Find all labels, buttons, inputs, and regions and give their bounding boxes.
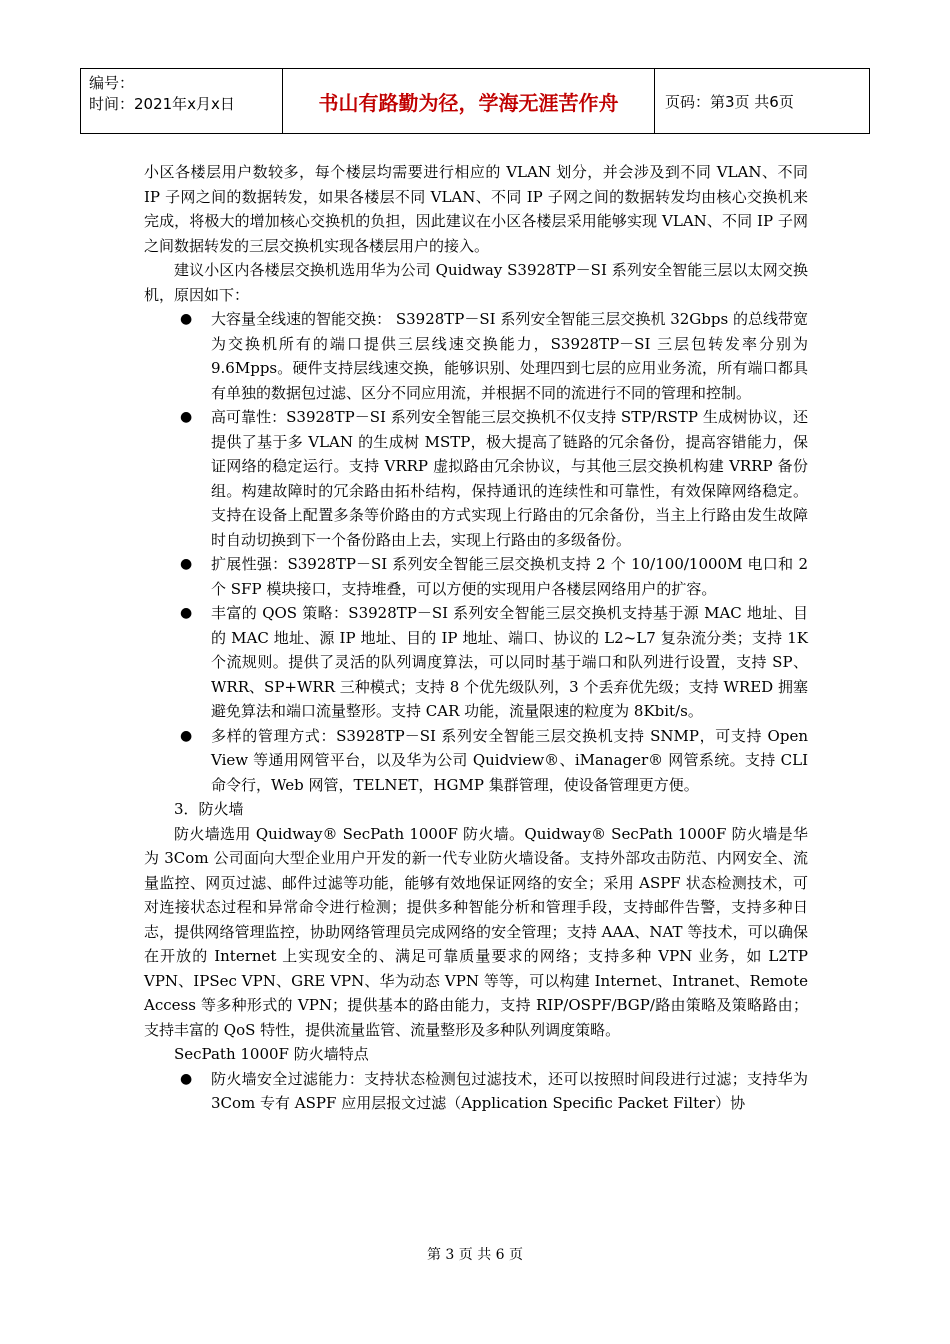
header-meta — [81, 69, 283, 133]
list-item — [144, 552, 808, 601]
list-item-text: 多样的管理方式：S3928TP－SI 系列安全智能三层交换机支持 SNMP，可支持 Open View 等通用网管平台，以及华为公司 Quidview®、iManager® 网管系统。支持 CLI 命令行，Web 网管，TELNET，HGMP 集群管理，使设备管理更方便。 — [211, 726, 808, 794]
page-footer: 第 3 页 共 6 页 — [426, 1247, 524, 1263]
bullet-icon: ● — [180, 1070, 193, 1087]
firewall-heading: 3．防火墙 — [174, 800, 244, 818]
document-body — [144, 160, 808, 1116]
bullet-icon: ● — [180, 605, 193, 621]
bullet-icon: ● — [180, 311, 193, 327]
bullet-icon: ● — [180, 409, 193, 425]
header-page-label: 页码：第3页 共6页 — [665, 92, 794, 111]
list-item — [144, 1067, 808, 1116]
bullet-icon: ● — [180, 727, 193, 744]
paragraph-intro-1: 小区各楼层用户数较多，每个楼层均需要进行相应的 VLAN 划分，并会涉及到不同 VLAN、不同 IP 子网之间的数据转发，如果各楼层不同 VLAN、不同 IP 子网之间的数据转发均由核心交换机来完成，将极大的增加核心交换机的负担，因此建议在小区各楼层采用能够实现 VLAN、不同 IP 子网之间数据转发的三层交换机实现各楼层用户的接入。 — [144, 163, 808, 255]
firewall-feature-list — [144, 1067, 808, 1116]
header-date-label: 时间：2021年x月x日 — [89, 95, 235, 113]
list-item — [144, 405, 808, 552]
list-item — [144, 601, 808, 724]
list-item-text: 大容量全线速的智能交换： S3928TP－SI 系列安全智能三层交换机 32Gbps 的总线带宽为交换机所有的端口提供三层线速交换能力，S3928TP－SI 三层包转发率分别为 9.6Mpps。硬件支持层线速交换，能够识别、处理四到七层的应用业务流，所有端口都具有单独的数据包过滤、区分不同应用流，并根据不同的流进行不同的管理和控制。 — [211, 310, 808, 402]
firewall-paragraph: 防火墙选用 Quidway® SecPath 1000F 防火墙。Quidway® SecPath 1000F 防火墙是华为 3Com 公司面向大型企业用户开发的新一代专业防火墙设备。支持外部攻击防范、内网安全、流量监控、网页过滤、邮件过滤等功能，能够有效地保证网络的安全；采用 ASPF 状态检测技术，可对连接状态过程和异常命令进行检测；提供多种智能分析和管理手段，支持邮件告警，支持多种日志，提供网络管理监控，协助网络管理员完成网络的安全管理；支持 AAA、NAT 等技术，可以确保在开放的 Internet 上实现安全的、满足可靠质量要求的网络；支持多种 VPN 业务，如 L2TP VPN、IPSec VPN、GRE VPN、华为动态 VPN 等等，可以构建 Internet、Intranet、Remote Access 等多种形式的 VPN；提供基本的路由能力，支持 RIP/OSPF/BGP/路由策略及策略路由；支持丰富的 QoS 特性，提供流量监管、流量整形及多种队列调度策略。 — [144, 824, 808, 1039]
switch-feature-list — [144, 307, 808, 797]
list-item-text: 防火墙安全过滤能力：支持状态检测包过滤技术，还可以按照时间段进行过滤；支持华为 3Com 专有 ASPF 应用层报文过滤（Application Specific Packet Filter）协 — [211, 1069, 808, 1112]
list-item-text: 高可靠性：S3928TP－SI 系列安全智能三层交换机不仅支持 STP/RSTP 生成树协议，还提供了基于多 VLAN 的生成树 MSTP，极大提高了链路的冗余备份，提高容错能力，保证网络的稳定运行。支持 VRRP 虚拟路由冗余协议，与其他三层交换机构建 VRRP 备份组。构建故障时的冗余路由拓朴结构，保持通讯的连续性和可靠性，有效保障网络稳定。支持在设备上配置多条等价路由的方式实现上行路由的冗余备份，当主上行路由发生故障时自动切换到下一个备份路由上去，实现上行路由的多级备份。 — [211, 408, 808, 549]
page-header — [80, 68, 870, 134]
list-item-text: 丰富的 QOS 策略：S3928TP－SI 系列安全智能三层交换机支持基于源 MAC 地址、目的 MAC 地址、源 IP 地址、目的 IP 地址、端口、协议的 L2~L7 复杂流分类；支持 1K 个流规则。提供了灵活的队列调度算法，可以同时基于端口和队列进行设置，支持 SP、WRR、SP+WRR 三种模式；支持 8 个优先级队列，3 个丢弃优先级；支持 WRED 拥塞避免算法和端口流量整形。支持 CAR 功能，流量限速的粒度为 8Kbit/s。 — [211, 604, 808, 720]
header-motto: 书山有路勤为径，学海无涯苦作舟 — [283, 69, 655, 133]
list-item — [144, 724, 808, 798]
bullet-icon: ● — [180, 556, 193, 572]
paragraph-intro-2: 建议小区内各楼层交换机选用华为公司 Quidway S3928TP－SI 系列安全智能三层以太网交换机，原因如下： — [144, 261, 808, 304]
header-code-label: 编号： — [89, 74, 135, 92]
firewall-features-heading: SecPath 1000F 防火墙特点 — [174, 1045, 369, 1063]
list-item-text: 扩展性强：S3928TP－SI 系列安全智能三层交换机支持 2 个 10/100/1000M 电口和 2 个 SFP 模块接口，支持堆叠，可以方便的实现用户各楼层网络用户的扩容。 — [211, 555, 808, 598]
list-item — [144, 307, 808, 405]
